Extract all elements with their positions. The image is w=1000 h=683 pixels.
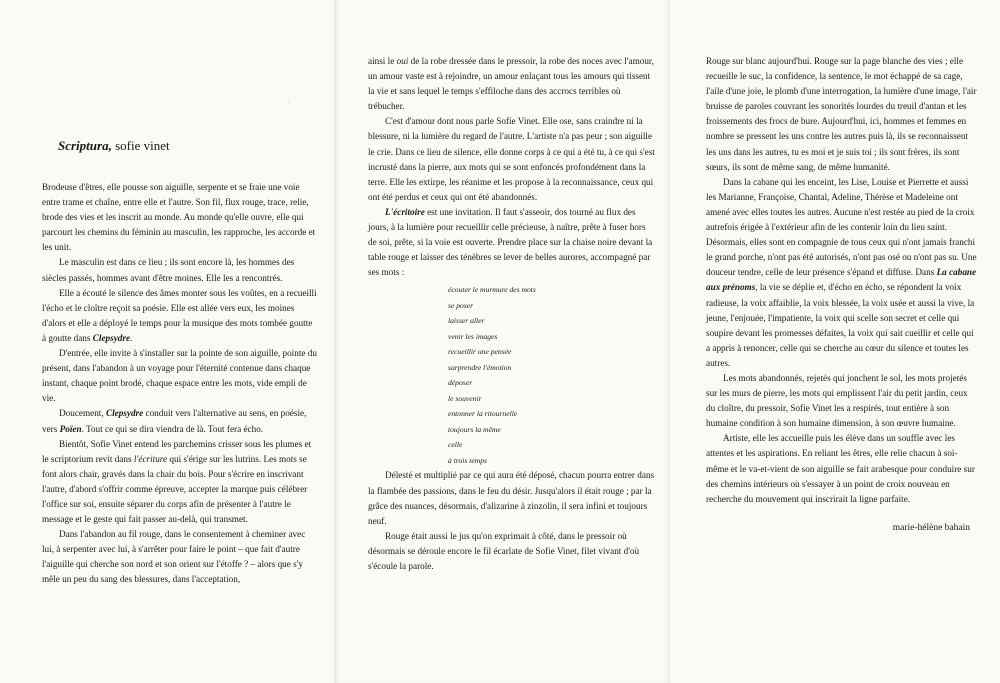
signature: marie-hélène bahain xyxy=(892,522,970,533)
list-item: à trois temps xyxy=(448,455,487,465)
left-panel xyxy=(0,0,334,683)
list-item: laisser aller xyxy=(448,316,485,326)
center-panel xyxy=(334,0,670,683)
list-item: le souvenir xyxy=(448,393,482,403)
right-panel xyxy=(670,0,1000,683)
speck: · xyxy=(288,100,290,106)
paragraph: Rouge sur blanc aujourd'hui. Rouge sur la page blanche des vies ; elle recueille le suc, la confidence, la sentence, le mot échappé de sa cage, l'aile d'une joie, le plomb d'une interrogation, la lumière d'une image, l'air bruisse de paroles couvrant les sonorités lourdes du treuil d'antan et les froissements des frocs de bure. Aujourd'hui, ici, hommes et femmes en nombre se pressent les uns contre les autres puis là, ils se reconnaissent les uns dans les autres, tu es moi et je suis toi ; ils sont frères, ils sont sœurs, ils sont de même sang, de même humanité. xyxy=(706,56,977,172)
paragraph: Rouge était aussi le jus qu'on exprimait à côté, dans le pressoir où désormais se déroule encore le fil écarlate de Sofie Vinet, filet vivant d'où s'écoule la parole. xyxy=(368,530,640,571)
list-item: entonner la ritournelle xyxy=(448,409,518,419)
paragraph: Délesté et multiplié par ce qui aura été déposé, chacun pourra entrer dans la flambée des passions, dans le feu du désir. Jusqu'alors il était rouge ; par la grâce des nuances, désormais, d'alizarine à zinzolin, il sera infini et toujours neuf. xyxy=(368,470,655,526)
paragraph: Brodeuse d'êtres, elle pousse son aiguille, serpente et se fraie une voie entre trame et chaîne, entre elle et l'autre. Son fil, flux rouge, trace, relie, brode des vies et les inscrit au monde. Au monde qu'elle ouvre, elle qui parcourt les chemins du féminin au masculin, les rapproche, les accorde et les unit. xyxy=(42,182,316,253)
list-item: venir les images xyxy=(448,331,498,341)
paragraph: Artiste, elle les accueille puis les élève dans un souffle avec les attentes et les aspirations. En reliant les êtres, elle relie chacun à soi-même et le va-et-vient de son aiguille se fait arabesque pour conduire sur des chemins intérieurs où s'essayer à un point de croix nouveau en recherche du mouvement qui inscrirait la ligne parfaite. xyxy=(706,433,975,504)
paragraph: L'écritoire est une invitation. Il faut s'asseoir, dos tourné au flux des jours, à la lumière pour recueillir celle précieuse, à naître, prête à fuser hors de soi, prête, si la voie est ouverte. Prendre place sur la chaise noire devant la table rouge et laisser des ténèbres se lever de belles aurores, accompagné par ses mots : xyxy=(368,206,653,278)
list-item: surprendre l'émotion xyxy=(448,362,512,372)
paragraph: ainsi le oui de la robe dressée dans le pressoir, la robe des noces avec l'amour, un amour vaste est à rejoindre, un amour enlaçant tous les amours qui tissent la vie et sans lequel le temps s'effiloche dans des accrocs terribles où trébucher. xyxy=(368,56,654,112)
paragraph: Doucement, Clepsydre conduit vers l'alternative au sens, en poésie, vers Poïen. Tout ce qui se dira viendra de là. Tout fera écho. xyxy=(42,408,307,434)
paragraph: Dans l'abandon au fil rouge, dans le consentement à cheminer avec lui, à serpenter avec lui, à s'arrêter pour faire le point – que fait d'autre l'aiguille qui cherche son nord et son orient sur l'étoffe ? – alors que s'y mêle un peu du sang des blessures, dans l'acceptation, xyxy=(42,529,306,585)
list-item: toujours la même xyxy=(448,424,501,434)
list-item: celle xyxy=(448,440,463,450)
word-list xyxy=(448,282,656,468)
list-item: recueillir une pensée xyxy=(448,347,512,357)
paragraph: Les mots abandonnés, rejetés qui jonchent le sol, les mots projetés sur les murs de pierre, les mots qui emplissent l'air du petit jardin, ceux du cloître, du pressoir, Sofie Vinet les a respirés, tout entière à son humaine condition à son humaine dimension, à son œuvre humaine. xyxy=(706,372,968,429)
page-title: Scriptura, sofie vinet xyxy=(58,138,170,153)
paragraph: D'entrée, elle invite à s'installer sur la pointe de son aiguille, pointe du présent, dans l'abandon à un voyage pour l'éternité contenue dans chaque instant, chaque point brodé, chaque espace entre les mots, vide empli de vie. xyxy=(42,348,317,404)
paragraph: Dans la cabane qui les enceint, les Lise, Louise et Pierrette et aussi les Marianne, Françoise, Chantal, Adeline, Thérèse et Madeleine ont amené avec elles toutes les autres. Aucune n'est restée au pied de la croix autrefois érigée à l'extérieur afin de les contenir loin du lieu saint. Désormais, elles sont en compagnie de tous ceux qui n'ont jamais franchi le grand porche, n'ont pas été autorisés, n'ont pas osé ou n'ont pas su. Une douceur tendre, celle de leur présence s'épand et diffuse. Dans La cabane aux prénoms, la vie se déplie et, d'écho en écho, se répondent la voix radieuse, la voix affaiblie, la voix blessée, la voix usée et aussi la vive, la jeune, l'enjouée, l'impatiente, la voix qui scelle son secret et celle qui soupire devant les promesses défaites, la voix qui sait cueillir et celle qui a appris à renoncer, celle qui se cherche au cœur du silence et toutes les autres. xyxy=(706,176,977,368)
list-item: écouter le murmure des mots xyxy=(448,285,536,295)
paragraph: Elle a écouté le silence des âmes monter sous les voûtes, en a recueilli l'écho et le cloître reçoit sa poésie. Elle est allée vers eux, les moines d'alors et elle a déployé le temps pour la musique des mots tombée goutte à goutte dans Clepsydre. xyxy=(42,287,317,343)
paragraph: Bientôt, Sofie Vinet entend les parchemins crisser sous les plumes et le scriptorium revit dans l'écriture qui s'érige sur les lutrins. Les mots se font alors chair, gravés dans la chair du bois. Pour s'écrire en inscrivant l'autre, d'abord s'offrir comme épreuve, accepter la marque puis célébrer l'office sur soi, ensuite séparer du corps afin de présenter à l'autre le message et le geste qui fait passer au-delà, qui transmet. xyxy=(42,438,312,525)
paragraph: Le masculin est dans ce lieu ; ils sont encore là, les hommes des siècles passés, hommes avant d'être moines. Elle les a rencontrés. xyxy=(42,257,295,283)
list-item: déposer xyxy=(448,378,473,388)
paragraph: C'est d'amour dont nous parle Sofie Vinet. Elle ose, sans craindre ni la blessure, ni la lumière du regard de l'autre. L'artiste n'a pas peur ; son aiguille le crie. Dans ce lieu de silence, elle donne corps à ce qui a été tu, à ce qui s'est incrusté dans la pierre, aux mots qui se sont enfoncés profondément dans la terre. Elle les extirpe, les réanime et les propose à la reconnaissance, ceux qui ont été perdus et ceux qui ont été abandonnés. xyxy=(368,116,655,202)
list-item: se poser xyxy=(448,300,474,310)
